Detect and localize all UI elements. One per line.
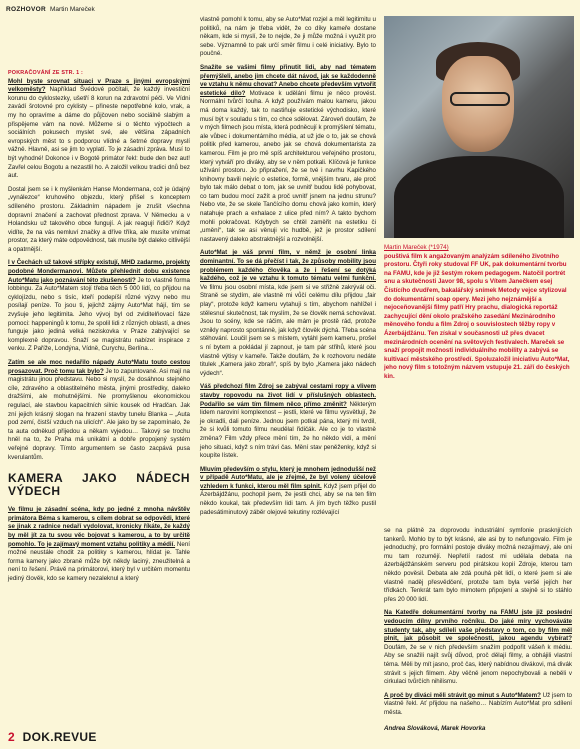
answer: Doufám, že se v nich především snažím podpořit vášeň k médiu. Aby se snažili najít svůj důvod, proč dělají filmy, a obhájili vlastní téma. Měli by mít jasno, proč čas, který nabídnou divákovi, má divák strávit s jejich filmem. Aby věčně jenom nepochybovali a neběli v cirkulaci tvůrčích nihilismu.	[384, 643, 572, 686]
brand-name: DOK.REVUE	[22, 730, 97, 744]
question: Snažíte se vašimi filmy přinutit lidi, aby nad tématem přemýšleli, anebo jim chcete dát návod, jak se každodenně ve vztahu k němu chovat? Anebo chcete především vytvořit estetické dílo?	[200, 63, 376, 97]
column-1	[8, 69, 190, 588]
answer: Není možné neustále chodit za politiky s kamerou, hlídat je. Tahle forma kamery jako zbraně může být někdy laciný, zneužitelná a není to řešení. Právě na primátorovi, který byl v určitém momentu jediný člověk, kdo se kamery nezaleknul a který	[8, 540, 190, 582]
answer: Motivace k udělání filmu je něco provést. Normální tvůrčí touha. A když používám malou kameru, jakou má doma každý, tak to nastiňuje estetické východisko, které musí být v souladu s tím, co chce sdělovat. Zároveň doufám, že v mých filmech jsou místa, která podněcují k promýšlení tématu, ale vůbec i dokumentárního média, at už jde o to, jak se chová politik před kamerou, anebo jak se chová dokumentarista za kamerou. Film je pro mě spíš architekturou veřejného prostoru, který vytváří pro diváky, aby se v něm potkali. Klíčová je funkce užívání prostoru. Jo připražení, že se tvé i navrhu Kapičkého knihovny bavili nejvíc o estetice, formě, vnějším tvaru, ale proč bylo tak málo debat o tom, jak se uvnitř budou lidé pohybovat, co tam budou mocí zažít a proč uvnitř jsnem na jednu strunu? Nebo vte, že se skele Tančícího domu chová jako komín, který natahuje prach a exhalace z ulice před ním? A takto bychom mohli pokračovat. Kdybych se chtěl zaměřit na estetiku či „umění“, tak se asi věnuji víc hudbě, jež je prostor sdílení nastavený daleko abstraktnější a rozvolnější.	[200, 89, 376, 243]
question: A proč by diváci měli strávit go minut s Auto*Matem?	[384, 691, 541, 699]
section-heading: KAMERA JAKO NÁDECH VÝDECH	[8, 471, 190, 499]
caption-name: Martin Mareček (*1974)	[384, 244, 449, 251]
footer	[8, 730, 97, 744]
header-author: Martin Mareček	[50, 6, 95, 13]
answer: Například Švédové počítali, že každý investiční korunu do cyklostezky, ušetří 8 korun na zdravotní péči. Ve Vídni zavádí šrotovné pro cyklisty – přineste nepotřebné kolo, vrak, a my ho opravíme a dáme do půjčoven nebo sociálně slabým a přispějeme vám na nové. Můžeme si o těchto výpočtech a sociálních pokusech myslet své, ale většina západních evropských měst to s podporou vlídné a šetrné dopravy myslí vážně. Hlavně, asi se jim to vyplatí. To je zásadní zpráva. Musí to být vyhodné! Dokonce i v Bogotě primátor řekl: bude den bez aut! Zavřel celou Bogotu a nezastlil ho. A založil velkou tradici dnů bez aut.	[8, 86, 190, 180]
answer: Je to zapuntované. Asi mají na magistrátu jinou představu. Nebo si myslí, že dosáhnou stejného cíle, zdravého a oblastitelného města, jinými prostředky, daleko dražšími, ale mohutnějšími. Ne promyšlenou ekonomickou regulací, ale stavbou kapacitních silnic kousek od Hradčan. Jak zní jejich krásný slogan na hrazení stavby tunelu Blanka – „Auta pod zemí, čistší vzduch na ulicích“. Ale jako by se zapomínalo, že ta auta odněkud přijedou a někam vyjedou… Takový se trochu hněl na to, že Praha má unikátní a dobře propojený systém veřejné dopravy. Tímto argumentem se často zacpává pusa kverulantům.	[8, 367, 190, 461]
answer: vlastně pomohl k tomu, aby se Auto*Mat rozjel a měl legitimitu u politiků, na nám je třeba vidět, že co díky kameře dostane někam, kde si myslí, že to nejde, že ji může možná i využít pro sebe. Významně to pak určí směr filmu i celé iniciativy. Bylo to poučné.	[200, 16, 376, 58]
question: Na Katedře dokumentární tvorby na FAMU jste již poslední vedoucím dílny prvního ročníku. Do jaké míry vychováváte studenty tak, aby sdíleli vaše představy o tom, co by film měl plnit, jak působit ve společnosti, jakou agendu vybírat?	[384, 609, 572, 643]
question: Zatím se ale moc nedařilo nápady Auto*Matu touto cestou prosazovat. Proč tomu tak bylo?	[8, 359, 190, 375]
portrait-body	[394, 156, 564, 238]
caption-text: pouštivá film k angažovaným analýzám sdíleného životního prostoru. Čtyři roky studoval FF UK, pak dokumentární tvorbu na FAMU, kde je již šestým rokem pedagogem. Natočil portrét snu a skutečnosti Javor 98, spolu s Vítem Janečkem esej Čístícího dvudřem, bakalářský snímek Metody vejce stylizoval do dokumentární soap opery. Mezi jeho nejznámější a nejoceňovanější filmy patří Hry prachu, dialogická reportáž zachycující dění okolo pražského zasedání Mezinárodního měnového fondu a film Zdroj o souvislostech těžby ropy v Ázerbájdžánu. Ten získal v současnosti už přes dvacet mezinárodních ocenění na světových festivalech. Mareček se snaží propojit možnosti individuálního mobility a zabývá se kultivací městského prostředí. Spoluzaložil iniciativu Auto*Mat, jeho nový film s totožným názvem vstupuje 21. září do českých kin.	[384, 252, 570, 380]
column-3	[384, 527, 572, 734]
answer: se na plátně za doprovodu industriální symfonie prasknjících tankerů. Mohlo by to být krásné, ale asi by to nefungovalo. Film je jednoduchý, pro formální postoje diváky možná nezajímavý, ale oni mu tam rozumějí. Nepřetíí radost mi udělala debata na ázerbájdžánském serveru pod pirátskou kopií Zdroje, kterou tam někdo pověsil. Debata ale zdá pouhá pět lidí, o které jsem si ale vlastně naděj přesvědčení, protože tam byla veršé jejích her třídkách. Tenkrát tam bylo mimotem připojení a stejně si to stáhlo přes 20 000 lidí.	[384, 527, 572, 603]
question: Ve filmu je zásadní scéna, kdy po jedné z mnoha návštěv primátora Béma s kamerou, s cílem dobrat se odpovědi, které se jinak z radnice nedaří vydolovat, kronicky říkáte, že každý by měl jít za tu svou věc bojovat s kamerou, a to by určitě pomohlo. To je zajímavý moment vztahu politiky a médií.	[8, 506, 190, 548]
portrait-photo	[384, 16, 574, 238]
answer: Některým lidem naroviní komplexnost – jestli, které ve filmu vysvětlují, že je okradli, dali peníze. Jednou jsem potkal pána, který mi tvrdil, že si kvůli tomuto filmu neudělal řidičák. Ale co je to vlastně změna? Film vždy přece mění tím, že ho někdo vidí, a mění jeho situaci, když s ním tráví čas. Mění stav peněženky, když si koupíte lístek.	[200, 400, 376, 460]
answer: Už jsem to vlastně řekl. Ať přijdou na našeho… Nabízím Auto*Mat pro sdílení města.	[384, 691, 572, 716]
page-number: 2	[8, 730, 15, 744]
continued-label: POKRAČOVÁNÍ ZE STR. 1 :	[8, 70, 83, 76]
answer: Dostal jsem se i k myšlenkám Hanse Mondermana, což je údajný „vynálezce“ kruhového objezdu, který přišel s konceptem sdíleného prostoru. Základním nápadem je zrušit všechna dopravní značení a zachovat přednost zprava. V Německu a v Holandsku už takového obce fungují. A jak reagují řidiči? Když vidíte, že na vás nemluví značky a dříve tříka, ale musíte vnímat prostor, za který máte odpovědnost, tak musíte být daleko citlivější a opatrnější.	[8, 185, 190, 253]
question: Mohl byste srovnat situaci v Praze s jinými evropskými velkoměsty?	[8, 77, 190, 94]
question: I v Čechách už takové střípky existují, MHD zadarmo, projekty podobné Mondermanovi. Můžete přehlednit dobu existence Auto*Matu jako poznávání této zkušenosti?	[8, 259, 190, 284]
answer: Je to vlastně forma lobbingu. Za Auto*Matem stojí třeba těch 5 000 lidí, co přijdou na cyklojízdu, nebo s tisíc, kteří podepíší různé výzvy nebo mu posílají peníze. To jsou ti, jejichž zájmy Auto*Mat hájí, tím se zvyšuje jeho legitimita. Jeho vývoj byl od zviditelňovací fáze pomoci: happeningů k tomu, že spolil lidi z různých oblastí, a dnes funguje jako jediná velká neziskovka v Praze zabývající se komplexně dopravou. Snaží se magistrátu nabízet inspirace z venku. Z Paříže, Londýna, Vídně, Curychu, Berlína…	[8, 276, 190, 353]
question: Váš předchozí film Zdroj se zabýval cestami ropy a vlivem stavby ropovodu na život lidí v příslušných oblastech. Podařilo se vám tím filmem něco přímo změnit?	[200, 383, 376, 408]
question: Mluvím především o stylu, který je mnohem jednodušší než v případě Auto*Matu, ale je zřejmé, že byl volený účelově vzhledem k funkci, kterou měl film splnit.	[200, 465, 376, 490]
column-2	[200, 16, 376, 522]
signature: Andrea Slováková, Marek Hovorka	[384, 725, 486, 733]
answer: Ve filmu jsou osobní místa, kde jsem si ve střižně zakrývál oči. Straně se stydím, ale vlastně mi vůčí celému dílu přijdou „fair play“, protože když kameru vytahuji s tím, abychom nahlížel i stělesnuí skutečnost, tak myslím, že se člověk nemá schovávat. Jsou to scény, kde se ráčim, ale mám je prostě rád, protože vznikly naprosto spontánně, jak když člověk dýchá. Třeba scéna stěhování. Loučil jsem se s místem, vytáhl jsem kameru, prošel s ní bytem a pokládal jí zapnout, je tam pár střihů, které jsou vlastně výtisy v kameře. Takže doufám, že k rozhovoru nedáte titulek „Kamera jako zbraň“, spíš by bylo „Kamera jako nádech výdech“.	[200, 283, 376, 377]
rubric-label: ROZHOVOR	[6, 6, 46, 13]
photo-caption	[384, 244, 572, 382]
answer: Když jsem přijel do Ázerbájdžánu, pochopil jsem, že jestli chci, aby se na ten film někdo koukal, tak především lidi tam. A jím bych těžko pustil padesátiminutový záběr olejové tekutiny rozlévající	[200, 482, 376, 516]
portrait-glasses	[450, 92, 510, 106]
question: Auto*Mat je váš první film, v němž je osobní linka dominantní. To se dá přečíst i tak, že způsoby mobility jsou problémem každého člověka a že i řešení se dotýká každého, což je ve vztahu k tomuto tématu velmi funkční.	[200, 249, 376, 283]
